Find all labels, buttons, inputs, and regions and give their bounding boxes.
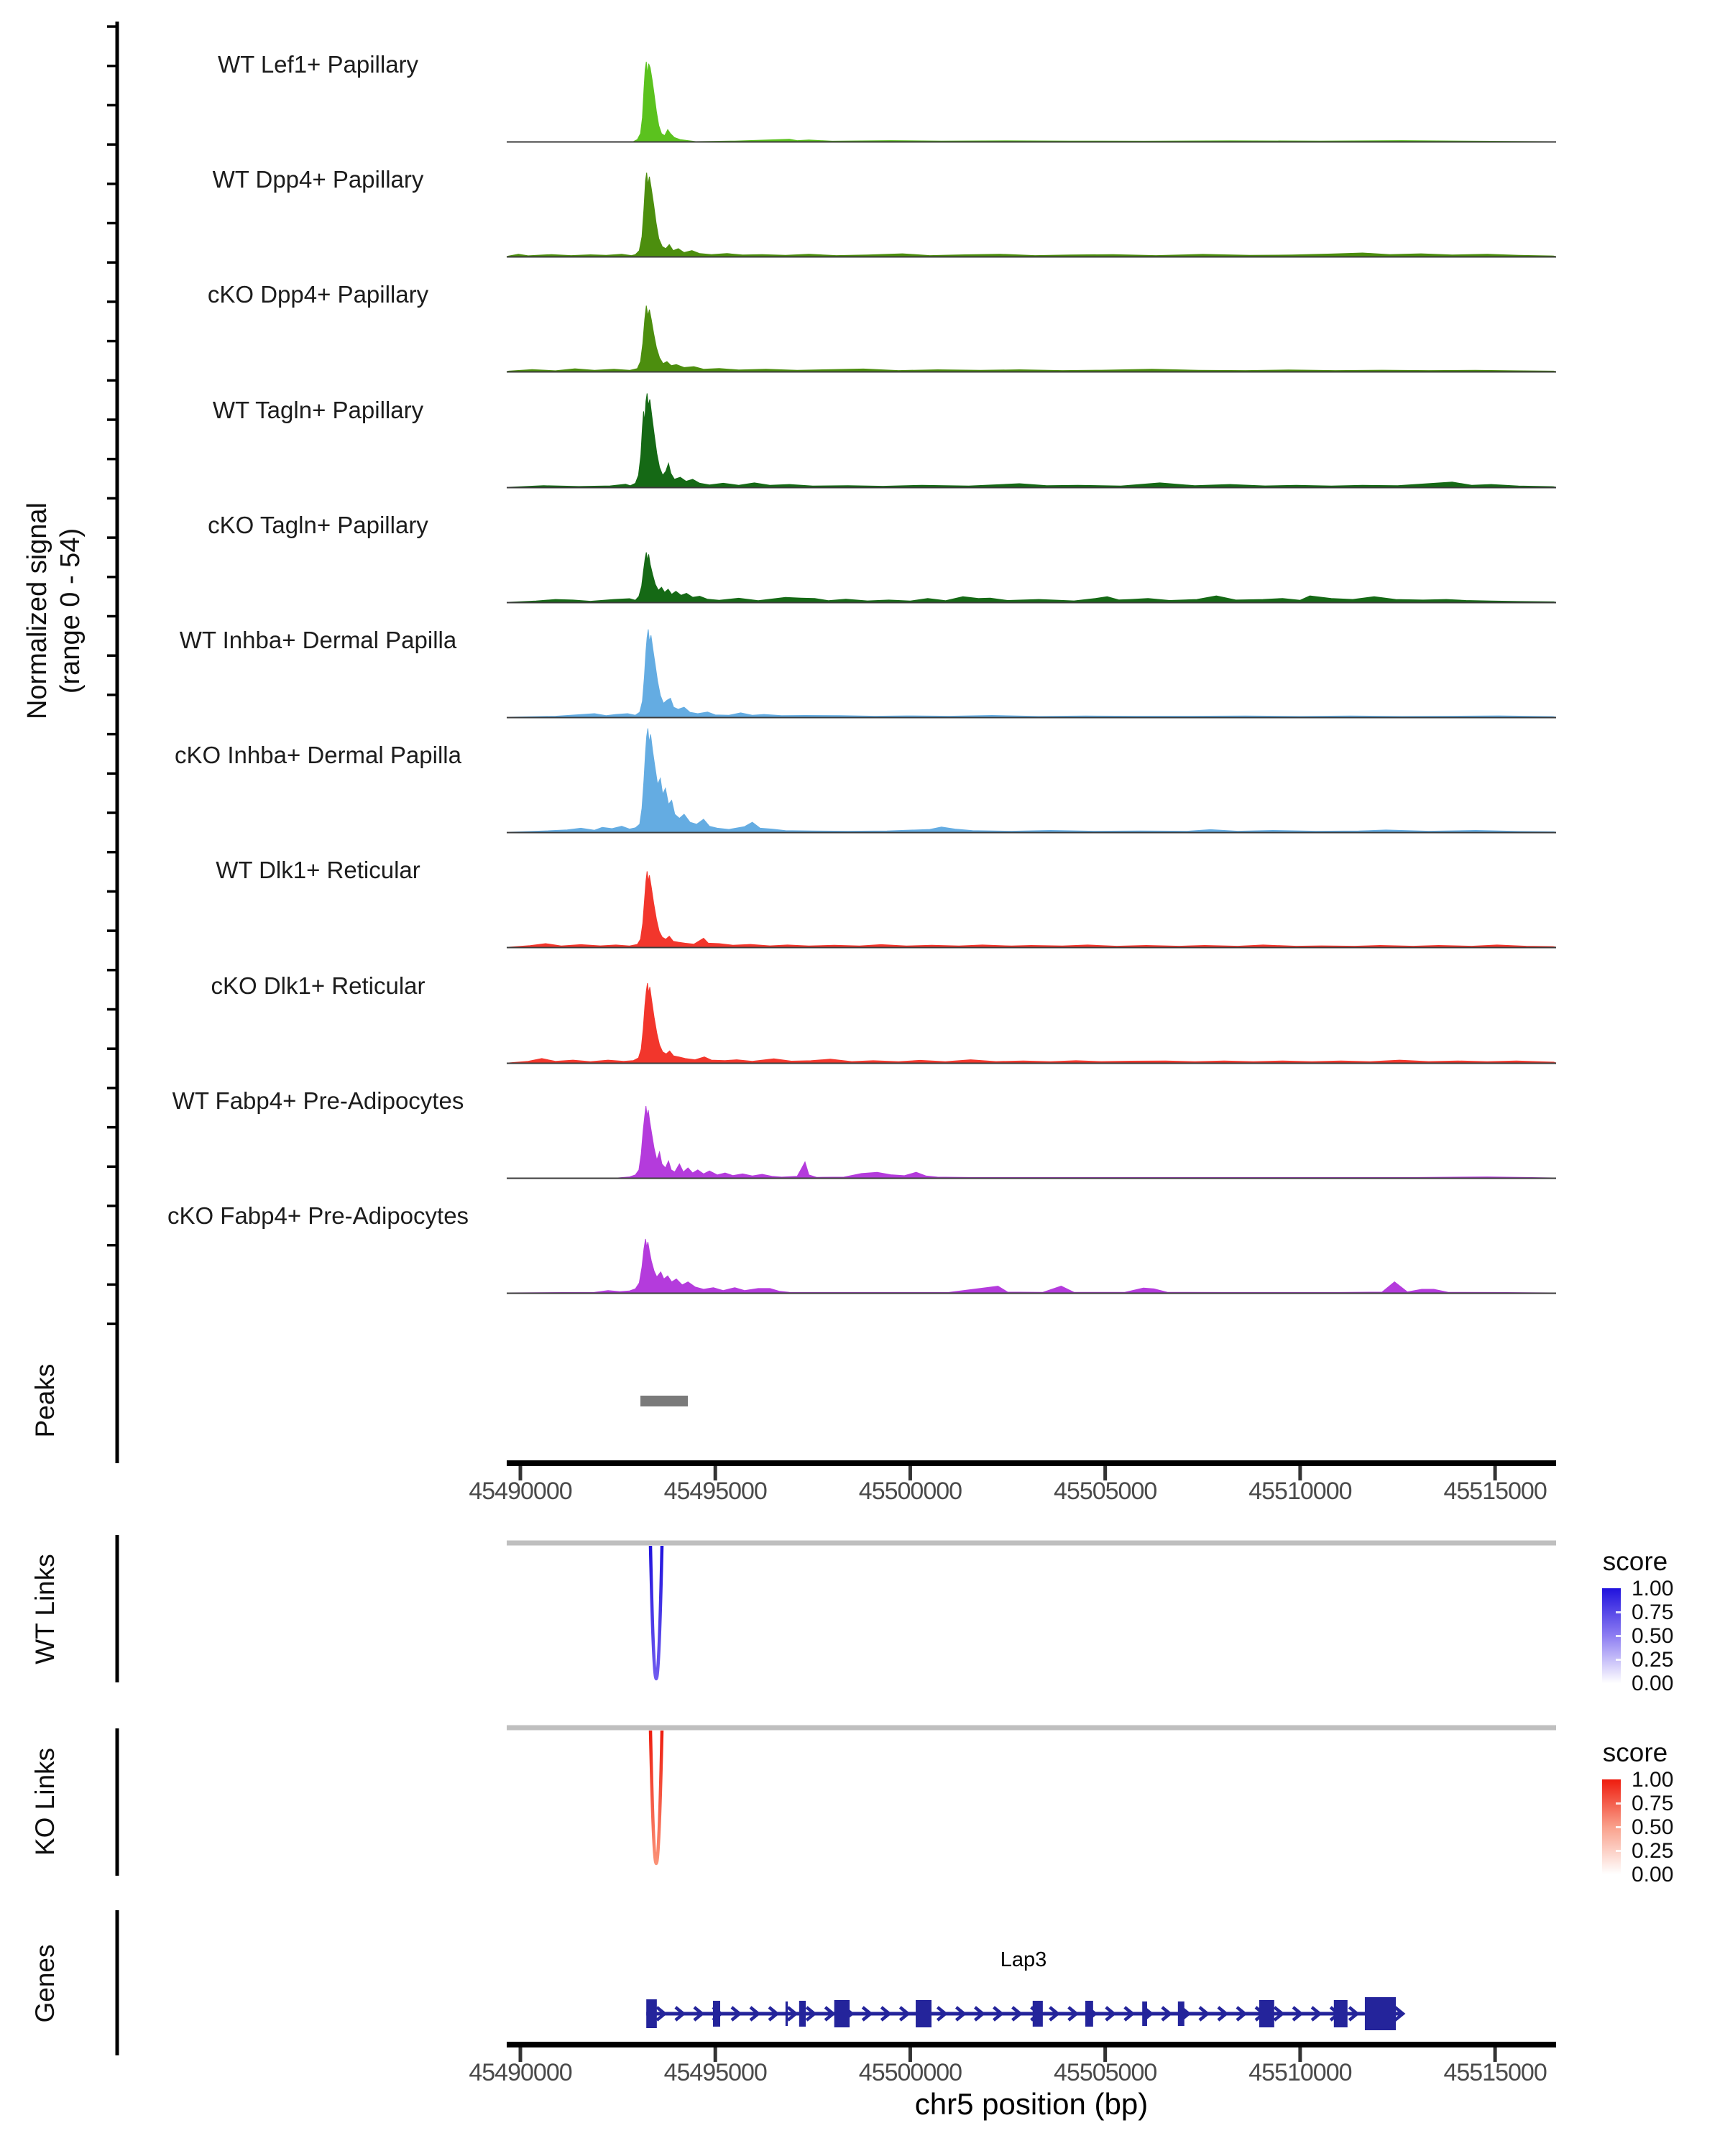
peaks-bracket [115, 1338, 121, 1463]
coverage-track [507, 147, 1556, 259]
score-legend-tick-label: 0.25 [1632, 1839, 1674, 1863]
x-tick-label: 45500000 [858, 2059, 962, 2086]
x-tick-label: 45490000 [469, 1478, 572, 1505]
track-label: WT Lef1+ Papillary [217, 51, 419, 78]
x-tick-label: 45495000 [663, 2059, 767, 2086]
gene-exon [713, 2001, 720, 2027]
coverage-track [507, 32, 1556, 144]
y-axis-label [21, 359, 87, 862]
x-tick-label: 45500000 [858, 1478, 962, 1505]
score-legend-tick-label: 1.00 [1632, 1577, 1674, 1600]
track-label: cKO Dpp4+ Papillary [207, 281, 429, 308]
score-legend-tick-label: 1.00 [1632, 1768, 1674, 1792]
score-legend-tick-label: 0.00 [1632, 1863, 1674, 1886]
gene-exon [1334, 2000, 1348, 2027]
x-tick-label: 45495000 [663, 1478, 767, 1505]
x-tick-label: 45515000 [1443, 1478, 1547, 1505]
track-label: WT Dpp4+ Papillary [212, 166, 424, 193]
score-legend-tick-label: 0.50 [1632, 1815, 1674, 1839]
genes-section-label: Genes [30, 1944, 60, 2023]
wt-score-legend-title: score [1602, 1547, 1668, 1576]
x-tick-label: 45515000 [1443, 2059, 1547, 2086]
coverage-track [507, 608, 1556, 720]
coverage-track [507, 838, 1556, 950]
gene-exon [1033, 2001, 1043, 2027]
track-label: cKO Fabp4+ Pre-Adipocytes [167, 1202, 469, 1229]
coverage-track [507, 954, 1556, 1066]
coverage-track [507, 1184, 1556, 1296]
peak-region [640, 1396, 688, 1406]
x-tick-label: 45510000 [1248, 1478, 1352, 1505]
track-label: cKO Inhba+ Dermal Papilla [175, 742, 461, 768]
track-label: WT Fabp4+ Pre-Adipocytes [172, 1087, 464, 1114]
gene-exon [1259, 2000, 1274, 2027]
x-tick-label: 45490000 [469, 2059, 572, 2086]
peaks-section-label: Peaks [30, 1363, 60, 1438]
ko-links-plot [507, 1725, 1556, 1879]
score-legend-tick-label: 0.00 [1632, 1672, 1674, 1695]
genes-bracket [115, 1910, 121, 2055]
x-axis-title: chr5 position (bp) [914, 2087, 1149, 2121]
gene-exon [834, 2000, 850, 2027]
y-axis-label-line2: (range 0 - 54) [55, 528, 86, 694]
y-axis-label-line1: Normalized signal [22, 502, 52, 720]
wt-score-legend-labels [1632, 1577, 1673, 1695]
wt-score-legend [1574, 1547, 1722, 1712]
ko-score-gradient-bar [1602, 1779, 1621, 1874]
peaks-x-axis [469, 1457, 1581, 1522]
y-axis-bracket [93, 18, 122, 1355]
gene-exon [916, 2000, 932, 2027]
gene-name-label: Lap3 [1000, 1948, 1047, 1971]
x-tick-label: 45505000 [1054, 1478, 1157, 1505]
coverage-track [507, 378, 1556, 490]
gene-exon [786, 2001, 788, 2026]
gene-exon [1142, 2001, 1147, 2026]
ko-links-bracket [115, 1728, 121, 1876]
score-legend-tick-label: 0.25 [1632, 1648, 1674, 1672]
ko-links-section-label: KO Links [30, 1747, 60, 1856]
wt-links-plot [507, 1540, 1556, 1695]
link-arc [650, 1546, 662, 1679]
wt-score-gradient-bar [1602, 1588, 1621, 1683]
score-legend-tick-label: 0.75 [1632, 1600, 1674, 1624]
score-legend-tick-label: 0.75 [1632, 1792, 1674, 1815]
track-label: WT Tagln+ Papillary [212, 397, 424, 423]
gene-exon [646, 1999, 657, 2028]
gene-track [507, 1940, 1556, 2041]
coverage-track [507, 262, 1556, 374]
track-label: cKO Tagln+ Papillary [208, 512, 428, 538]
gene-exon [1178, 2001, 1184, 2026]
ko-score-legend-labels [1632, 1768, 1673, 1886]
gene-exon [799, 2001, 806, 2027]
wt-links-bracket [115, 1535, 121, 1682]
x-tick-label: 45505000 [1054, 2059, 1157, 2086]
coverage-track [507, 493, 1556, 605]
track-label: cKO Dlk1+ Reticular [211, 972, 426, 999]
gene-exon [1085, 2001, 1093, 2027]
track-label: WT Inhba+ Dermal Papilla [179, 627, 457, 653]
score-legend-tick-label: 0.50 [1632, 1624, 1674, 1648]
link-arc [650, 1731, 662, 1864]
ko-score-legend [1574, 1738, 1722, 1903]
ko-score-legend-title: score [1602, 1738, 1668, 1767]
gene-exon [1365, 1997, 1396, 2030]
track-label: WT Dlk1+ Reticular [216, 857, 420, 883]
wt-links-section-label: WT Links [30, 1554, 60, 1664]
coverage-track [507, 723, 1556, 835]
coverage-track [507, 1069, 1556, 1181]
x-tick-label: 45510000 [1248, 2059, 1352, 2086]
